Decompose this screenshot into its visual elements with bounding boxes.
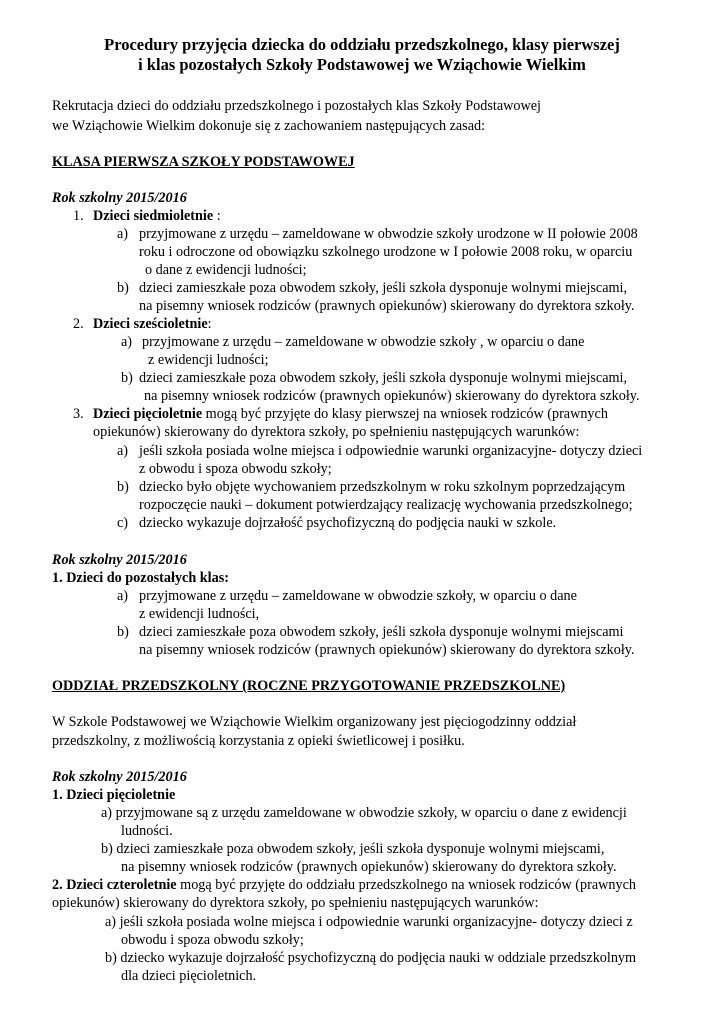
sub-item-text: obwodu i spoza obwodu szkoły; [121,932,304,948]
sub-item-text: na pisemny wniosek rodziców (prawnych opiekunów) skierowany do dyrektora szkoły. [139,642,635,658]
sub-item-text: jeśli szkoła posiada wolne miejsca i odpowiednie warunki organizacyjne- dotyczy dzieci [139,443,643,459]
sub-item-text: b) dzieci zamieszkałe poza obwodem szkoły, jeśli szkoła dysponuje wolnymi miejscami, [101,841,605,857]
list-number: 2. [73,316,84,332]
section-heading-first-class: KLASA PIERWSZA SZKOŁY PODSTAWOWEJ [52,154,355,170]
item-text-continuation: opiekunów) skierowany do dyrektora szkoły, po spełnieniu następujących warunków: [93,424,580,440]
sub-item-marker: a) [117,588,129,604]
sub-item-marker: a) [117,226,129,242]
list-item-heading [93,207,221,225]
list-item-heading [52,876,636,894]
sub-item-text: ludności. [121,823,173,839]
sub-item-text: z ewidencji ludności, [139,606,260,622]
sub-item-marker: b) [117,624,129,640]
sub-item-text: dziecko wykazuje dojrzałość psychofizyczną do podjęcia nauki w szkole. [139,515,557,531]
list-number: 3. [73,406,84,422]
sub-item-text: a) przyjmowane są z urzędu zameldowane w obwodzie szkoły, w oparciu o dane z ewidencji [101,805,627,821]
sub-item-marker: b) [117,280,129,296]
document-title-line-1: Procedury przyjęcia dziecka do oddziału przedszkolnego, klasy pierwszej [104,35,620,54]
sub-item-marker: c) [117,515,129,531]
sub-item-marker: a) [117,443,129,459]
sub-item-text: z ewidencji ludności; [148,352,269,368]
item-label-suffix: : [213,208,221,224]
item-text: mogą być przyjęte do klasy pierwszej na wniosek rodziców (prawnych [202,406,608,422]
item-label: Dzieci pięcioletnie [93,406,203,422]
list-item-heading [93,315,212,333]
sub-item-text: roku i odroczone od obowiązku szkolnego urodzone w I połowie 2008 roku, w oparciu [139,244,633,260]
sub-item-text: dzieci zamieszkałe poza obwodem szkoły, jeśli szkoła dysponuje wolnymi miejscami [139,624,624,640]
school-year-label: Rok szkolny 2015/2016 [52,769,187,785]
document-title-line-2: i klas pozostałych Szkoły Podstawowej we Wziąchowie Wielkim [138,55,586,74]
intro-line-2: we Wziąchowie Wielkim dokonuje się z zachowaniem następujących zasad: [52,118,486,134]
paragraph-line: przedszkolny, z możliwością korzystania z opieki świetlicowej i posiłku. [52,733,465,749]
list-item-heading: 1. Dzieci do pozostałych klas: [52,570,229,586]
list-item-heading [93,405,608,423]
sub-item-text: o dane z ewidencji ludności; [145,262,307,278]
sub-item-text: na pisemny wniosek rodziców (prawnych opiekunów) skierowany do dyrektora szkoły. [121,859,617,875]
school-year-label: Rok szkolny 2015/2016 [52,552,187,568]
item-label: Dzieci sześcioletnie [93,316,208,332]
sub-item-text: dzieci zamieszkałe poza obwodem szkoły, jeśli szkoła dysponuje wolnymi miejscami, [139,280,628,296]
section-heading-preschool: ODDZIAŁ PRZEDSZKOLNY (ROCZNE PRZYGOTOWANIE PRZEDSZKOLNE) [52,678,566,694]
sub-item-text: dla dzieci pięcioletnich. [121,968,257,984]
sub-item-text: dzieci zamieszkałe poza obwodem szkoły, jeśli szkoła dysponuje wolnymi miejscami, [139,370,628,386]
sub-item-text: a) jeśli szkoła posiada wolne miejsca i odpowiednie warunki organizacyjne- dotyczy dzieci z [105,914,633,930]
sub-item-text: dziecko było objęte wychowaniem przedszkolnym w roku szkolnym poprzedzającym [139,479,626,495]
sub-item-text: przyjmowane z urzędu – zameldowane w obwodzie szkoły , w oparciu o dane [142,334,585,350]
item-text-continuation: opiekunów) skierowany do dyrektora szkoły, po spełnieniu następujących warunków: [52,895,539,911]
sub-item-text: b) dziecko wykazuje dojrzałość psychofizyczną do podjęcia nauki w oddziale przedszkolnym [105,950,637,966]
list-item-heading: 1. Dzieci pięcioletnie [52,787,176,803]
sub-item-marker: b) [121,370,133,386]
item-text: mogą być przyjęte do oddziału przedszkolnego na wniosek rodziców (prawnych [176,877,636,893]
item-label-suffix: : [207,316,212,332]
list-number: 1. [73,208,84,224]
sub-item-marker: a) [121,334,133,350]
sub-item-text: na pisemny wniosek rodziców (prawnych opiekunów) skierowany do dyrektora szkoły. [139,298,635,314]
intro-line-1: Rekrutacja dzieci do oddziału przedszkolnego i pozostałych klas Szkoły Podstawowej [52,98,541,114]
sub-item-text: rozpoczęcie nauki – dokument potwierdzający realizację wychowania przedszkolnego; [139,497,633,513]
school-year-label: Rok szkolny 2015/2016 [52,190,187,206]
item-label: Dzieci siedmioletnie [93,208,214,224]
paragraph-line: W Szkole Podstawowej we Wziąchowie Wielkim organizowany jest pięciogodzinny oddział [52,714,577,730]
sub-item-marker: b) [117,479,129,495]
item-label: 2. Dzieci czteroletnie [52,877,177,893]
sub-item-text: z obwodu i spoza obwodu szkoły; [139,461,332,477]
sub-item-text: przyjmowane z urzędu – zameldowane w obwodzie szkoły urodzone w II połowie 2008 [139,226,638,242]
sub-item-text: przyjmowane z urzędu – zameldowane w obwodzie szkoły, w oparciu o dane [139,588,577,604]
sub-item-text: na pisemny wniosek rodziców (prawnych opiekunów) skierowany do dyrektora szkoły. [144,388,640,404]
